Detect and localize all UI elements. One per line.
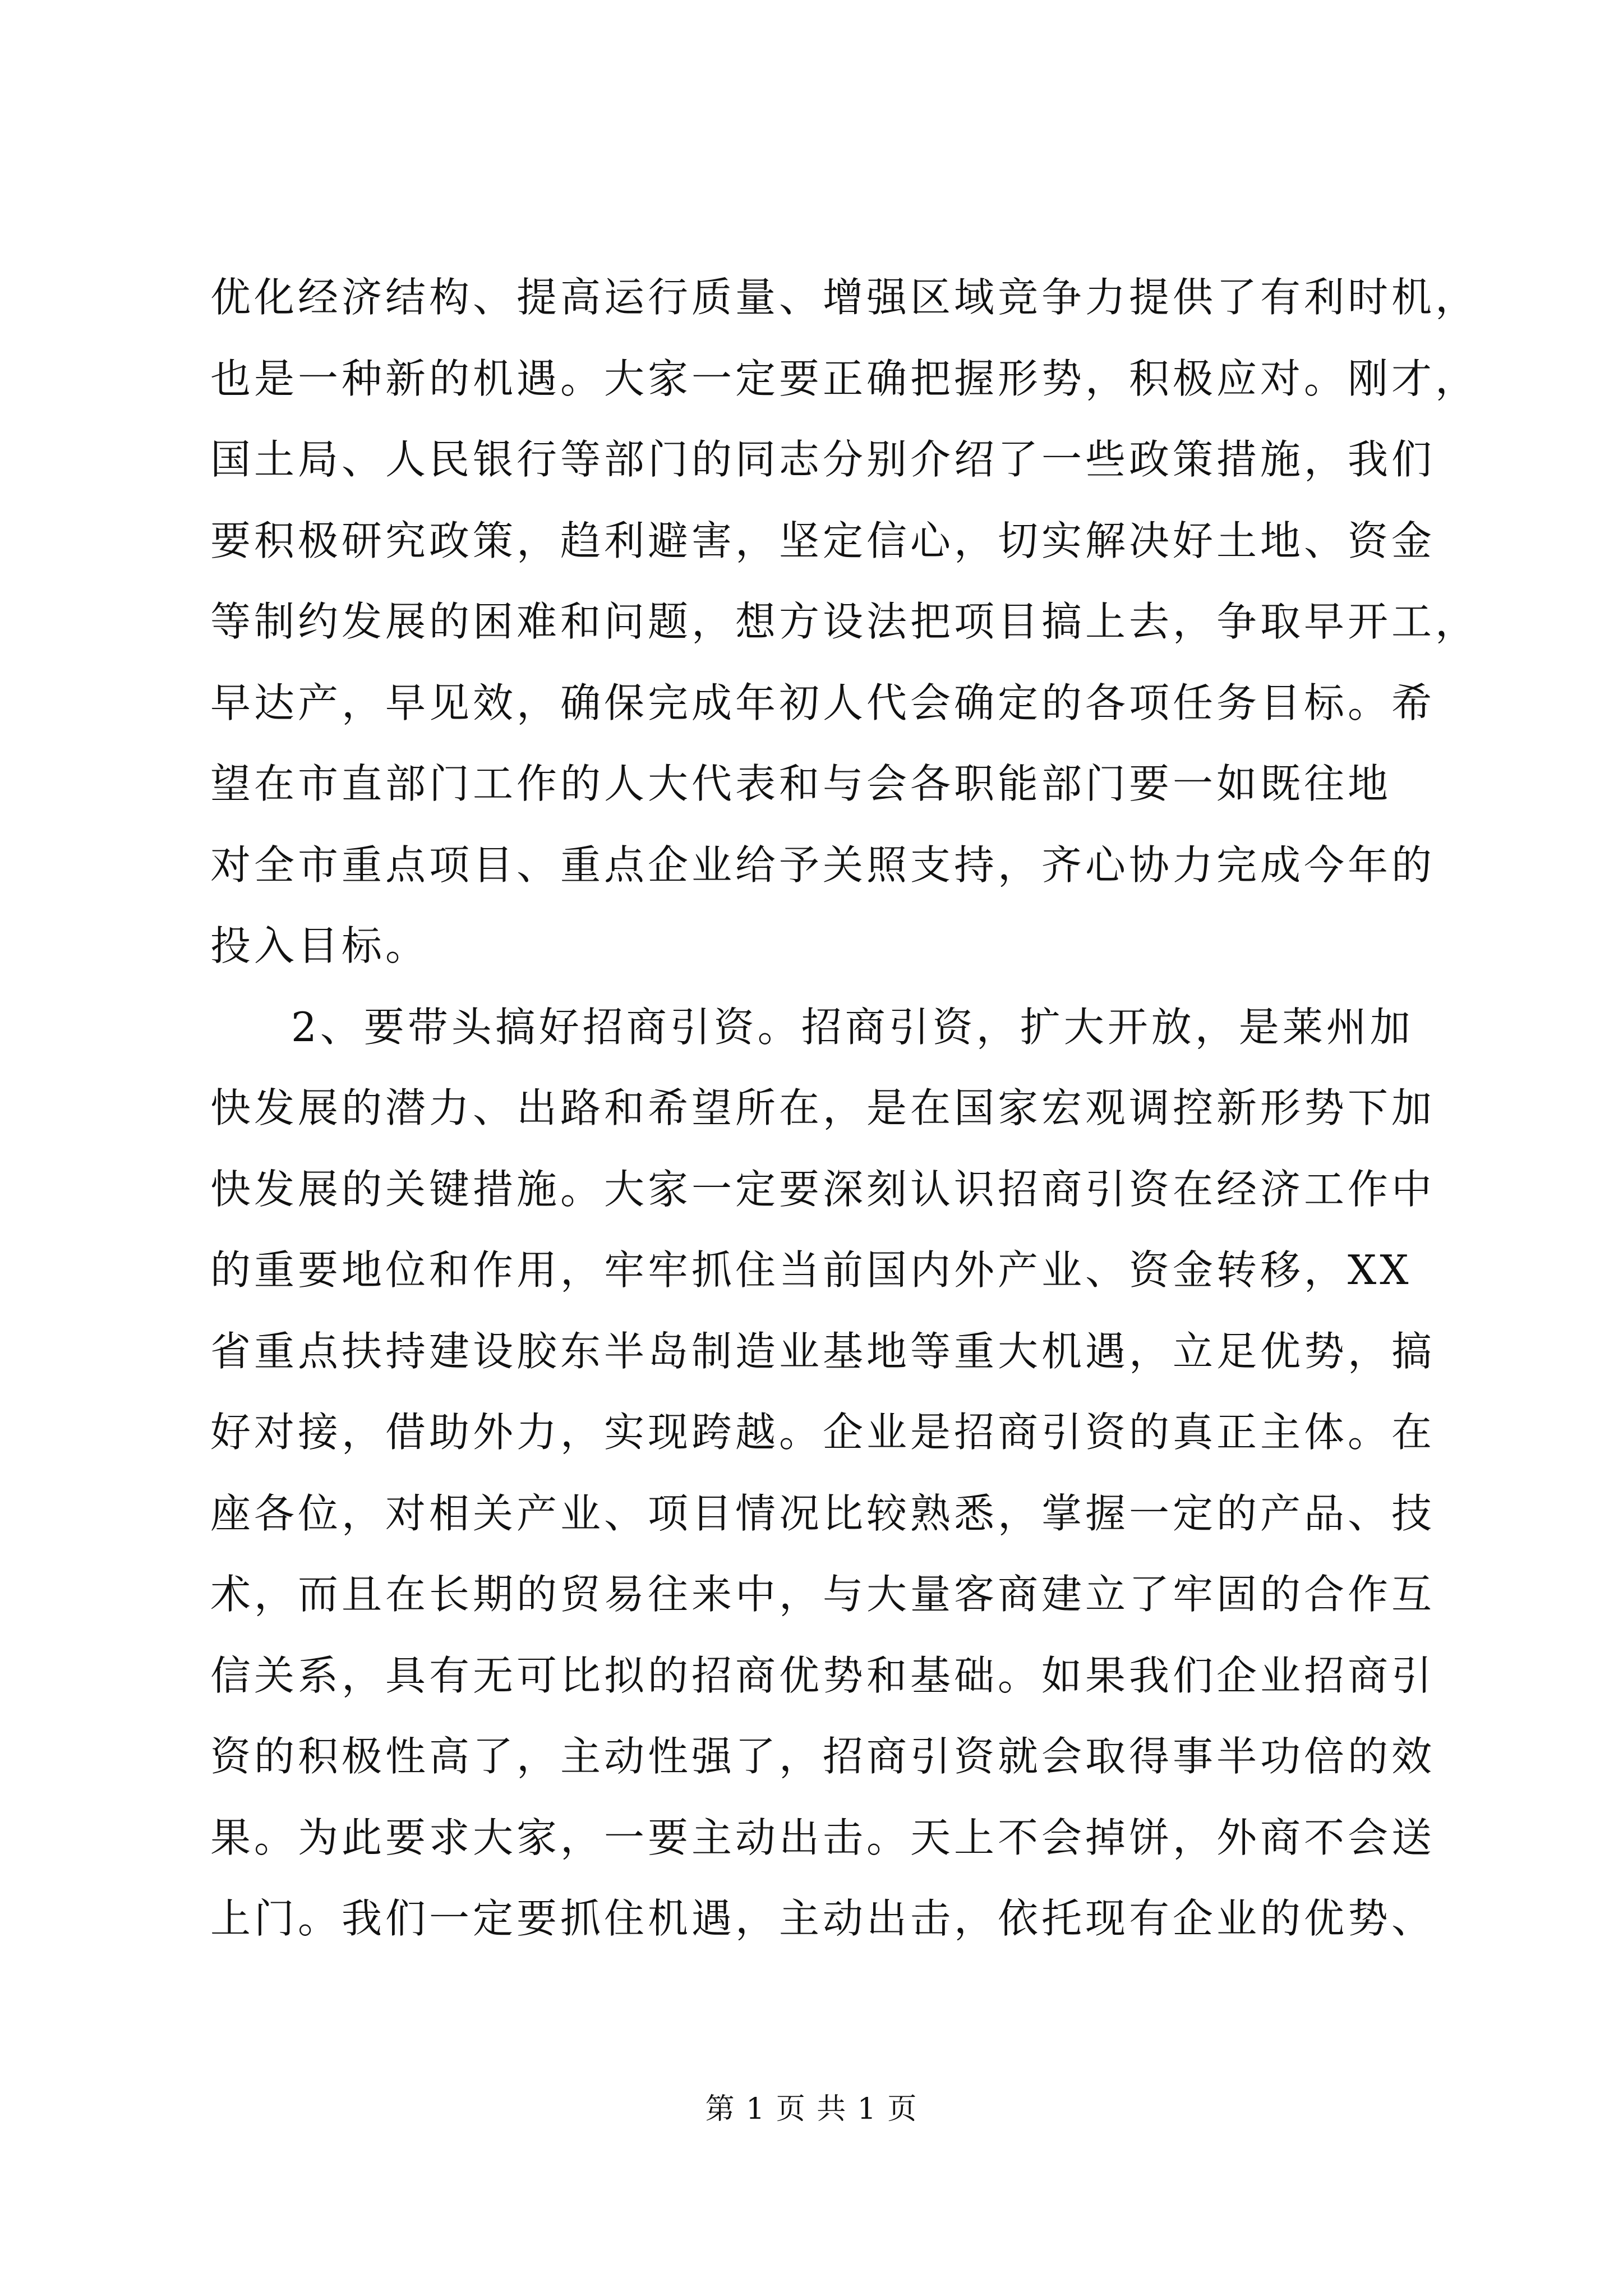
- paragraph-start-line: 2、要带头搞好招商引资。招商引资，扩大开放，是莱州加: [291, 1003, 1414, 1051]
- text-line: 上门。我们一定要抓住机遇，主动出击，依托现有企业的优势、: [210, 1895, 1436, 1942]
- text-line: 快发展的潜力、出路和希望所在，是在国家宏观调控新形势下加: [210, 1084, 1436, 1131]
- text-line: 好对接，借助外力，实现跨越。企业是招商引资的真正主体。在: [210, 1409, 1436, 1456]
- text-line: 信关系，具有无可比拟的招商优势和基础。如果我们企业招商引: [210, 1651, 1436, 1699]
- text-line: 省重点扶持建设胶东半岛制造业基地等重大机遇，立足优势，搞: [210, 1327, 1436, 1375]
- text-line: 资的积极性高了，主动性强了，招商引资就会取得事半功倍的效: [210, 1733, 1436, 1780]
- text-line: 的重要地位和作用，牢牢抓住当前国内外产业、资金转移，XX: [210, 1246, 1412, 1294]
- text-line: 快发展的关键措施。大家一定要深刻认识招商引资在经济工作中: [210, 1165, 1436, 1213]
- document-body: [210, 257, 1479, 1959]
- text-line: 也是一种新的机遇。大家一定要正确把握形势，积极应对。刚才，: [210, 355, 1479, 402]
- text-line: 国土局、人民银行等部门的同志分别介绍了一些政策措施，我们: [210, 436, 1436, 483]
- text-line: 要积极研究政策，趋利避害，坚定信心，切实解决好土地、资金: [210, 517, 1436, 564]
- text-line: 果。为此要求大家，一要主动出击。天上不会掉饼，外商不会送: [210, 1814, 1436, 1861]
- text-line: 早达产，早见效，确保完成年初人代会确定的各项任务目标。希: [210, 679, 1436, 726]
- text-line: 优化经济结构、提高运行质量、增强区域竞争力提供了有利时机，: [210, 274, 1479, 321]
- text-line: 术，而且在长期的贸易往来中，与大量客商建立了牢固的合作互: [210, 1571, 1436, 1618]
- text-line: 望在市直部门工作的人大代表和与会各职能部门要一如既往地: [210, 760, 1392, 807]
- text-line: 座各位，对相关产业、项目情况比较熟悉，掌握一定的产品、技: [210, 1489, 1436, 1537]
- text-line: 等制约发展的困难和问题，想方设法把项目搞上去，争取早开工，: [210, 598, 1479, 645]
- page-footer: 第 1 页 共 1 页: [705, 2092, 918, 2126]
- text-line: 投入目标。: [210, 922, 430, 969]
- text-line: 对全市重点项目、重点企业给予关照支持，齐心协力完成今年的: [210, 841, 1436, 889]
